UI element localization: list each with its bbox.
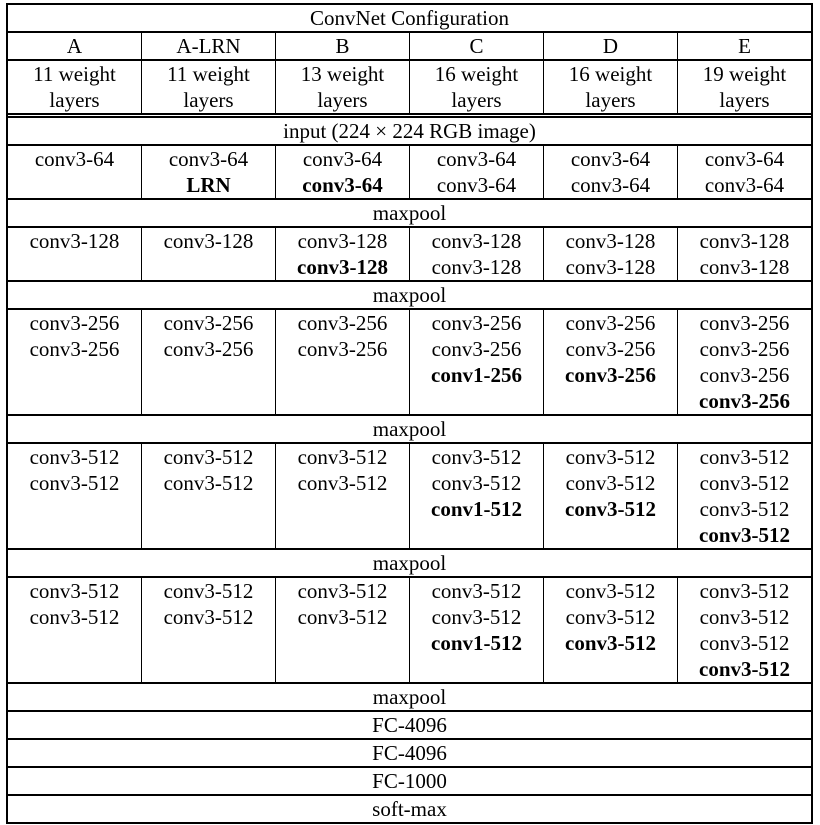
layer-label: conv3-256 [431, 337, 522, 361]
conv-cell [276, 310, 410, 414]
layer-label: conv1-512 [431, 631, 522, 655]
depth-cell [544, 61, 678, 113]
conv-cell [8, 310, 142, 414]
conv-cell [410, 146, 544, 198]
layer-label: conv3-512 [699, 445, 790, 469]
conv-cell [142, 310, 276, 414]
conv-cell [544, 444, 678, 548]
layer-label: conv3-64 [302, 147, 383, 171]
column-header-a [8, 33, 142, 59]
layer-label: conv3-512 [565, 579, 656, 603]
layer-label: conv3-256 [565, 337, 656, 361]
layer-label: conv3-256 [163, 311, 254, 335]
maxpool-row [8, 416, 811, 444]
layer-label: conv1-256 [431, 363, 522, 387]
conv-cell [142, 146, 276, 198]
conv-cell [276, 146, 410, 198]
conv-cell [410, 228, 544, 280]
column-header-b [276, 33, 410, 59]
input-label: input (224 × 224 RGB image) [283, 119, 536, 143]
tail-layer-label: FC-4096 [372, 741, 447, 765]
conv-cell [544, 310, 678, 414]
layer-label: conv3-512 [565, 471, 656, 495]
layer-label: conv3-512 [699, 605, 790, 629]
conv-cell [544, 146, 678, 198]
table-title: ConvNet Configuration [310, 6, 509, 30]
depth-label: layers [585, 88, 636, 112]
layer-label: conv3-256 [699, 363, 790, 387]
layer-label: conv3-128 [29, 229, 120, 253]
maxpool-label: maxpool [372, 685, 447, 709]
conv-block-row [8, 310, 811, 416]
layer-label: conv3-256 [565, 363, 656, 387]
column-header-d [544, 33, 678, 59]
layer-label: conv3-512 [431, 471, 522, 495]
tail-layer-label: FC-1000 [372, 769, 447, 793]
conv-cell [276, 578, 410, 682]
conv-cell [8, 444, 142, 548]
column-header-label: B [335, 34, 350, 58]
layer-label: conv3-512 [163, 605, 254, 629]
layer-label: conv3-512 [297, 445, 388, 469]
column-header-row [8, 33, 811, 61]
layer-label: conv3-512 [699, 497, 790, 521]
tail-layer-row [8, 796, 811, 822]
depth-label: layers [317, 88, 368, 112]
layer-label: conv3-128 [297, 255, 388, 279]
column-header-a-lrn [142, 33, 276, 59]
conv-cell [678, 228, 811, 280]
conv-block-row [8, 228, 811, 282]
layer-label: conv1-512 [431, 497, 522, 521]
column-header-label: C [469, 34, 484, 58]
layer-label: conv3-512 [699, 657, 790, 681]
layer-label: conv3-512 [297, 605, 388, 629]
conv-cell [544, 578, 678, 682]
layer-label: conv3-512 [29, 605, 120, 629]
conv-cell [142, 578, 276, 682]
depth-label: 16 weight [568, 62, 653, 86]
maxpool-label: maxpool [372, 201, 447, 225]
layer-label: conv3-64 [570, 173, 651, 197]
conv-cell [142, 228, 276, 280]
column-header-label: D [602, 34, 619, 58]
maxpool-label: maxpool [372, 417, 447, 441]
layer-label: conv3-64 [704, 173, 785, 197]
depth-cell [8, 61, 142, 113]
layer-label: conv3-512 [431, 605, 522, 629]
layer-label: conv3-128 [431, 229, 522, 253]
layer-label: conv3-64 [302, 173, 383, 197]
conv-cell [678, 578, 811, 682]
depth-label: 16 weight [434, 62, 519, 86]
layer-label: conv3-128 [431, 255, 522, 279]
depth-label: layers [451, 88, 502, 112]
layer-label: conv3-256 [163, 337, 254, 361]
layer-label: conv3-512 [565, 445, 656, 469]
conv-cell [678, 444, 811, 548]
layer-label: conv3-256 [431, 311, 522, 335]
layer-label: conv3-256 [29, 311, 120, 335]
conv-cell [678, 146, 811, 198]
layer-label: conv3-128 [163, 229, 254, 253]
layer-label: conv3-512 [431, 579, 522, 603]
tail-layer-label: FC-4096 [372, 713, 447, 737]
layer-label: conv3-128 [699, 255, 790, 279]
tail-layer-label: soft-max [372, 797, 447, 821]
layer-label: conv3-512 [163, 579, 254, 603]
input-row [8, 118, 811, 146]
conv-cell [8, 146, 142, 198]
maxpool-row [8, 550, 811, 578]
layer-label: conv3-128 [699, 229, 790, 253]
depth-cell [276, 61, 410, 113]
maxpool-row [8, 200, 811, 228]
convnet-configuration-table [6, 3, 813, 824]
tail-layer-row [8, 740, 811, 768]
layer-label: conv3-512 [163, 445, 254, 469]
layer-label: conv3-256 [297, 311, 388, 335]
layer-label: conv3-512 [699, 523, 790, 547]
layer-label: conv3-64 [168, 147, 249, 171]
conv-block-row [8, 146, 811, 200]
column-header-c [410, 33, 544, 59]
layer-label: conv3-64 [704, 147, 785, 171]
maxpool-row [8, 282, 811, 310]
depth-label: 11 weight [33, 62, 116, 86]
depth-label: layers [49, 88, 100, 112]
layer-label: conv3-512 [565, 497, 656, 521]
layer-label: conv3-128 [297, 229, 388, 253]
column-header-label: A-LRN [176, 34, 241, 58]
layer-label: conv3-128 [565, 255, 656, 279]
maxpool-row [8, 684, 811, 712]
layer-label: conv3-64 [570, 147, 651, 171]
conv-cell [276, 228, 410, 280]
conv-cell [8, 578, 142, 682]
column-header-e [678, 33, 811, 59]
conv-block-row [8, 444, 811, 550]
layer-label: conv3-512 [699, 631, 790, 655]
column-header-label: E [738, 34, 751, 58]
layer-label: conv3-256 [699, 389, 790, 413]
title-row [8, 5, 811, 33]
tail-layer-row [8, 768, 811, 796]
maxpool-label: maxpool [372, 283, 447, 307]
layer-label: conv3-512 [29, 579, 120, 603]
layer-label: conv3-512 [29, 445, 120, 469]
layer-label: conv3-128 [565, 229, 656, 253]
layer-label: conv3-512 [163, 471, 254, 495]
conv-block-row [8, 578, 811, 684]
layer-label: conv3-512 [699, 471, 790, 495]
layer-label: conv3-64 [436, 147, 517, 171]
depth-label: 11 weight [167, 62, 250, 86]
tail-layer-row [8, 712, 811, 740]
depth-label: 13 weight [300, 62, 385, 86]
layer-label: conv3-256 [565, 311, 656, 335]
depth-cell [678, 61, 811, 113]
layer-label: conv3-512 [431, 445, 522, 469]
column-header-label: A [66, 34, 83, 58]
depth-cell [410, 61, 544, 113]
depth-label: 19 weight [702, 62, 787, 86]
depth-label: layers [719, 88, 770, 112]
conv-cell [410, 578, 544, 682]
layer-label: conv3-512 [565, 605, 656, 629]
conv-cell [8, 228, 142, 280]
depth-label: layers [183, 88, 234, 112]
layer-label: conv3-512 [699, 579, 790, 603]
layer-label: conv3-256 [699, 311, 790, 335]
conv-cell [410, 310, 544, 414]
layer-label: conv3-512 [297, 579, 388, 603]
layer-label: conv3-512 [297, 471, 388, 495]
layer-label: conv3-64 [436, 173, 517, 197]
layer-label: conv3-256 [297, 337, 388, 361]
conv-cell [410, 444, 544, 548]
layer-label: conv3-64 [34, 147, 115, 171]
conv-cell [276, 444, 410, 548]
layer-label: conv3-512 [29, 471, 120, 495]
depth-row [8, 61, 811, 118]
layer-label: conv3-512 [565, 631, 656, 655]
layer-label: conv3-256 [29, 337, 120, 361]
conv-cell [142, 444, 276, 548]
conv-cell [678, 310, 811, 414]
conv-cell [544, 228, 678, 280]
layer-label: LRN [186, 173, 231, 197]
layer-label: conv3-256 [699, 337, 790, 361]
depth-cell [142, 61, 276, 113]
maxpool-label: maxpool [372, 551, 447, 575]
